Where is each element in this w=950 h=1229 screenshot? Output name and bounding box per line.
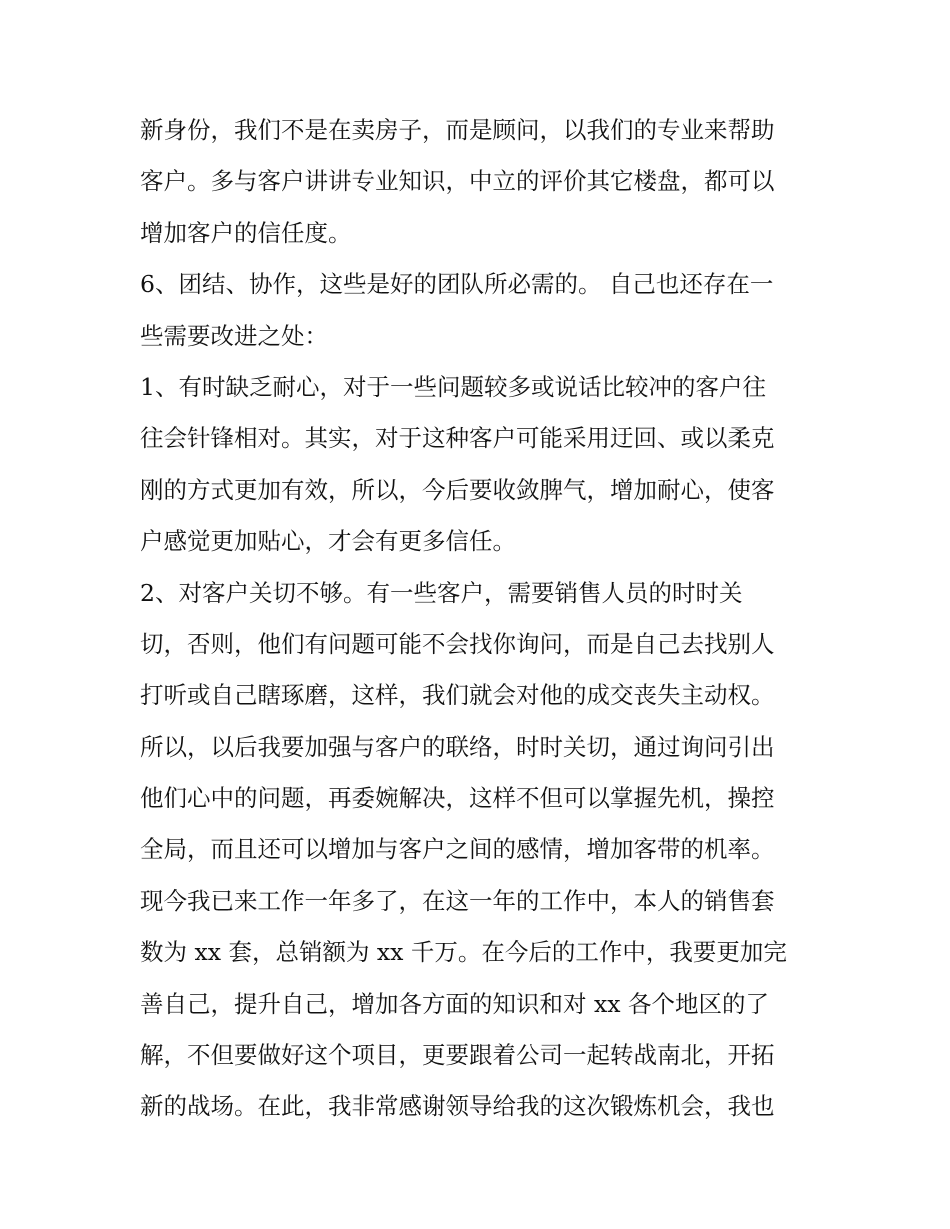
text-line: 新身份，我们不是在卖房子，而是顾问，以我们的专业来帮助 [140, 116, 775, 144]
text-line: 刚的方式更加有效，所以，今后要收敛脾气，增加耐心，使客 [140, 475, 775, 504]
text-line: 往会针锋相对。其实，对于这种客户可能采用迂回、或以柔克 [140, 424, 775, 453]
text-line: 打听或自己瞎琢磨，这样，我们就会对他的成交丧失主动权。 [140, 681, 775, 710]
text-line: 新的战场。在此，我非常感谢领导给我的这次锻炼机会，我也 [140, 1092, 775, 1121]
text-line: 现今我已来工作一年多了，在这一年的工作中，本人的销售套 [140, 886, 775, 915]
text-line: 善自己，提升自己，增加各方面的知识和对 xx 各个地区的了 [140, 989, 769, 1018]
text-line: 增加客户的信任度。 [140, 218, 352, 247]
text-line: 2、对客户关切不够。有一些客户，需要销售人员的时时关 [140, 578, 743, 607]
text-line: 他们心中的问题，再委婉解决，这样不但可以掌握先机，操控 [140, 784, 775, 813]
text-line: 全局，而且还可以增加与客户之间的感情，增加客带的机率。 [140, 835, 775, 864]
document-body [140, 105, 820, 1133]
text-line: 些需要改进之处： [140, 321, 328, 350]
text-line: 解，不但要做好这个项目，更要跟着公司一起转战南北，开拓 [140, 1041, 775, 1070]
text-line: 客户。多与客户讲讲专业知识，中立的评价其它楼盘，都可以 [140, 167, 775, 196]
text-line: 所以，以后我要加强与客户的联络，时时关切，通过询问引出 [140, 732, 775, 761]
text-line: 数为 xx 套，总销额为 xx 千万。在今后的工作中，我要更加完 [140, 938, 787, 967]
text-line: 1、有时缺乏耐心，对于一些问题较多或说话比较冲的客户往 [140, 372, 766, 401]
text-line: 户感觉更加贴心，才会有更多信任。 [140, 527, 516, 556]
text-line: 6、团结、协作，这些是好的团队所必需的。 自己也还存在一 [140, 270, 774, 299]
text-line: 切，否则，他们有问题可能不会找你询问，而是自己去找别人 [140, 629, 775, 658]
